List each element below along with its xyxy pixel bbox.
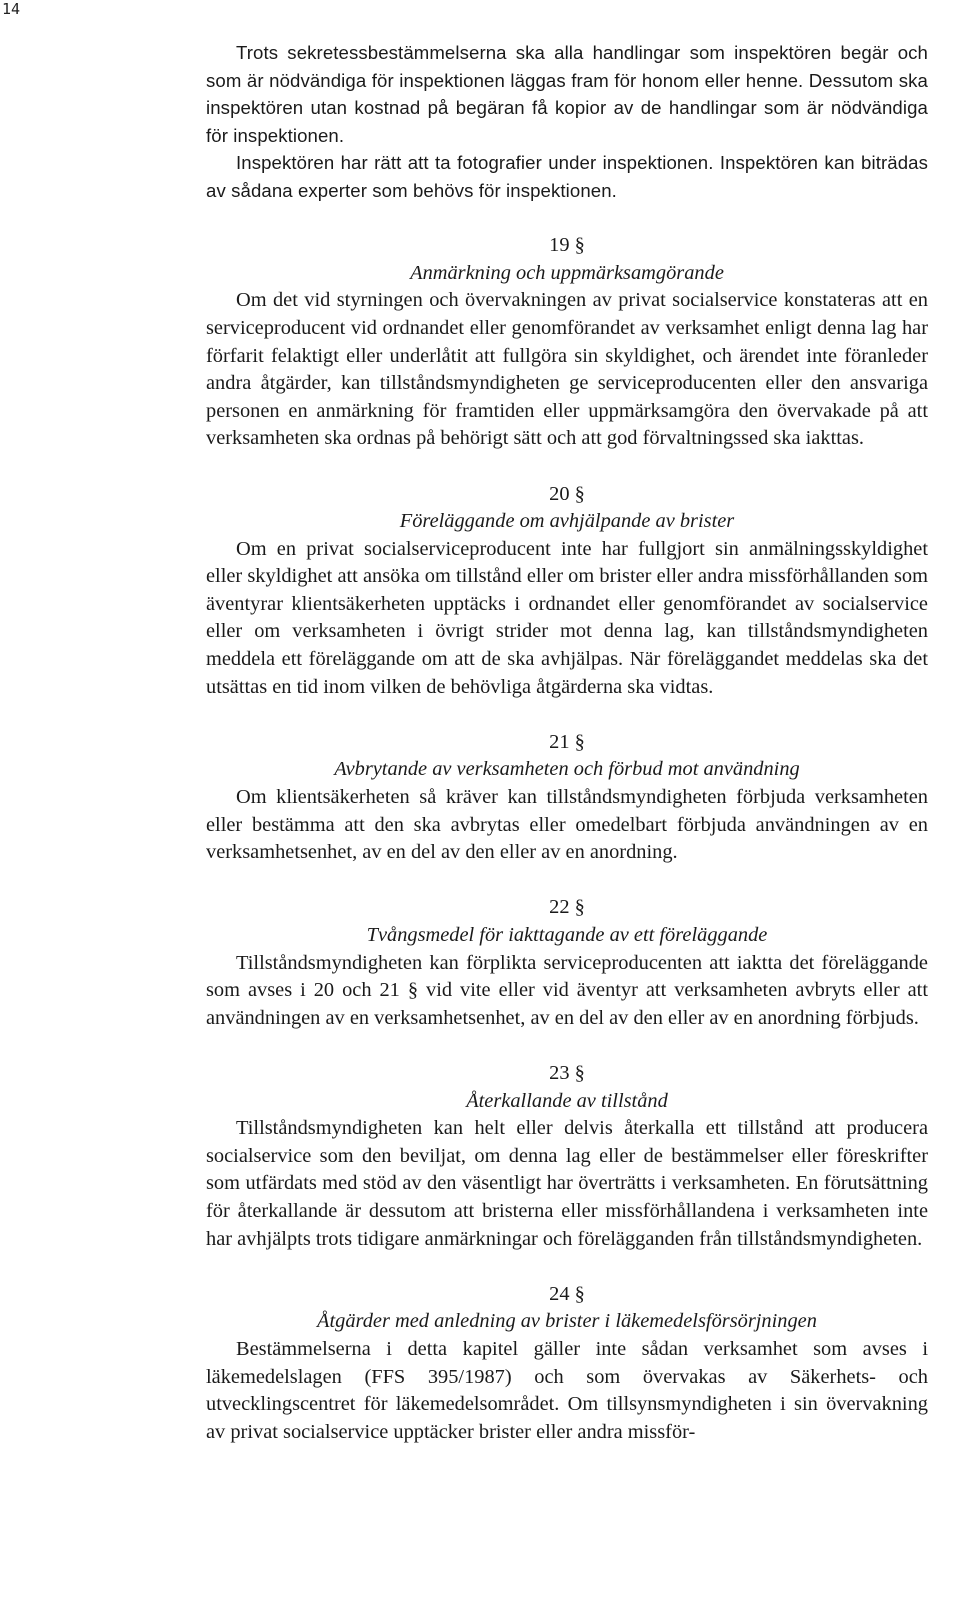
section-20 (206, 481, 928, 702)
page-number: 14 (2, 0, 21, 18)
section-body: Bestämmelserna i detta kapitel gäller inte sådan verksamhet som avses i läkemedelslagen (FFS 395/1987) och som övervakas av Säkerhets- och utvecklingscentret för läkemedelsområdet. Om tillsynsmyndigheten i sin övervakning av privat socialservice upptäcker brister eller andra missför- (206, 1337, 928, 1443)
section-title: Anmärkning och uppmärksamgörande (410, 261, 724, 284)
section-body: Om klientsäkerheten så kräver kan tillståndsmyndigheten förbjuda verksamheten eller bestämma att den ska avbrytas eller omedelbart förbjuda användningen av en verksamhetsenhet, av en del av den eller av en anordning. (206, 786, 928, 864)
section-number: 22 § (549, 896, 585, 919)
section-22 (206, 894, 928, 1032)
section-title: Avbrytande av verksamheten och förbud mot användning (334, 758, 800, 781)
document-body (206, 39, 928, 1446)
section-title: Återkallande av tillstånd (466, 1089, 668, 1112)
section-title: Tvångsmedel för iakttagande av ett föreläggande (366, 924, 768, 946)
section-23 (206, 1060, 928, 1253)
section-21 (206, 729, 928, 867)
section-title: Åtgärder med anledning av brister i läkemedelsförsörjningen (317, 1310, 817, 1333)
section-number: 24 § (549, 1282, 585, 1305)
section-24 (206, 1281, 928, 1447)
section-body: Tillståndsmyndigheten kan förplikta serviceproducenten att iaktta det föreläggande som avses i 20 och 21 § vid vite eller vid äventyr att verksamheten avbryts eller att användningen av en verksamhetsenhet, av en del av den eller av en anordning förbjuds. (206, 951, 928, 1029)
section-body: Tillståndsmyndigheten kan helt eller delvis återkalla ett tillstånd att producera socialservice som den beviljat, om denna lag eller de bestämmelser eller föreskrifter som utfärdats med stöd av den väsentligt har överträtts i verksamheten. En förutsättning för återkallande är dessutom att bristerna eller missförhållandena i verksamheten inte har avhjälpts trots tidigare anmärkningar och förelägganden från tillståndsmyndigheten. (206, 1117, 928, 1250)
section-body: Om det vid styrningen och övervakningen av privat socialservice konstateras att en serviceproducent vid ordnandet eller genomförandet av verksamhet enligt denna lag har förfarit felaktigt eller underlåtit att fullgöra sin skyldighet, och ärendet inte föranleder andra åtgärder, kan tillståndsmyndigheten ge serviceproducenten eller den ansvariga personen en anmärkning för framtiden eller uppmärksamgöra den övervakade på att verksamheten ska ordnas på behörigt sätt och att god förvaltningssed ska iakttas. (206, 289, 928, 450)
section-number: 20 § (549, 482, 585, 505)
section-number: 19 § (549, 234, 585, 257)
intro-paragraph: Inspektören har rätt att ta fotografier under inspektionen. Inspektören kan biträdas av sådana experter som behövs för inspektionen. (206, 152, 928, 201)
section-number: 21 § (549, 730, 585, 753)
section-body: Om en privat socialserviceproducent inte har fullgjort sin anmälningsskyldighet eller skyldighet att ansöka om tillstånd eller om brister eller andra missförhållanden som äventyrar klientsäkerheten upptäcks i ordnandet eller genomförandet av socialservice eller om verksamheten i övrigt strider mot denna lag, kan tillståndsmyndigheten meddela ett föreläggande om att de ska avhjälpas. När föreläggandet meddelas ska det utsättas en tid inom vilken de behövliga åtgärderna ska vidtas. (206, 537, 928, 698)
section-number: 23 § (549, 1061, 585, 1084)
intro-paragraph: Trots sekretessbestämmelserna ska alla handlingar som inspektören begär och som är nödvändiga för inspektionen läggas fram för honom eller henne. Dessutom ska inspektören utan kostnad på begäran få kopior av de handlingar som är nödvändiga för inspektionen. (206, 42, 928, 146)
section-19 (206, 232, 928, 453)
section-title: Föreläggande om avhjälpande av brister (399, 510, 735, 533)
